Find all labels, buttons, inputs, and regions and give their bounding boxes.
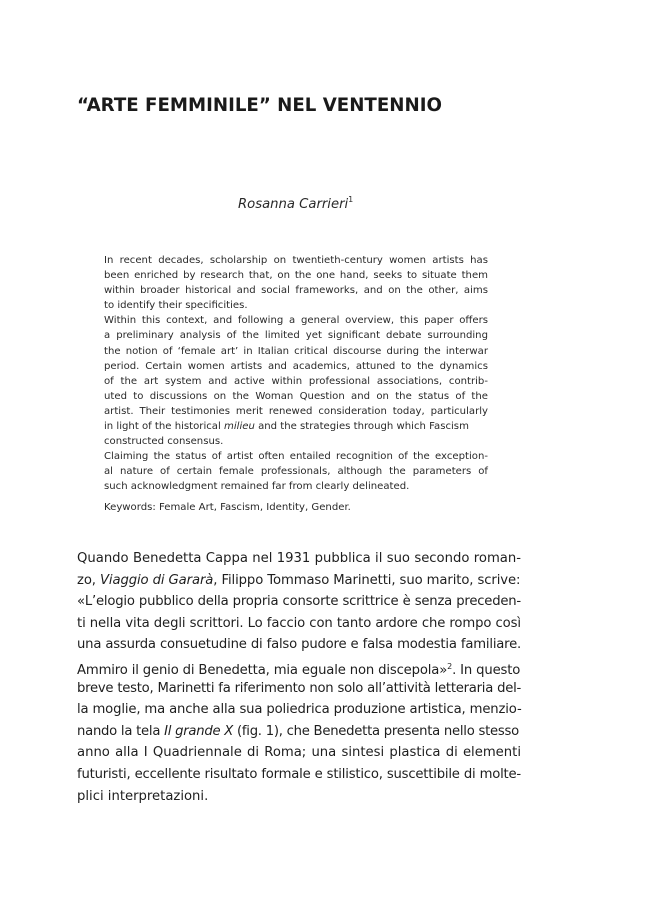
abstract-line: a preliminary analysis of the limited yet significant debate surrounding [104,330,488,342]
body-line: Quando Benedetta Cappa nel 1931 pubblica il suo secondo roman- [77,551,521,566]
keywords: Keywords: Female Art, Fascism, Identity, Gender. [104,502,351,513]
abstract-line: al nature of certain female professionals, although the parameters of [104,466,488,478]
abstract-line: within broader historical and social frameworks, and on the other, aims [104,285,488,297]
abstract-line: Within this context, and following a general overview, this paper offers [104,315,488,327]
body-text: . In questo [452,662,521,678]
body-line [77,570,521,592]
abstract-line: period. Certain women artists and academics, attuned to the dynamics [104,360,488,372]
abstract-text: in light of the historical [104,421,224,433]
abstract-line: In recent decades, scholarship on twentieth-century women artists has [104,255,488,266]
body-text: Ammiro il genio di Benedetta, mia eguale non discepola» [77,662,448,678]
abstract-line: Claiming the status of artist often entailed recognition of the exception- [104,451,488,463]
body-line: breve testo, Marinetti fa riferimento non solo all’attività letteraria del- [77,680,521,696]
body-line: plici interpretazioni. [77,788,209,804]
body-line [77,656,521,678]
artwork-title-italic: Il grande X [164,723,234,739]
abstract-text: and the strategies through which Fascism [254,421,469,433]
body-line: una assurda consuetudine di falso pudore e falsa modestia familiare. [77,637,521,653]
abstract-line: such acknowledgment remained far from clearly delineated. [104,481,410,493]
abstract-line: constructed consensus. [104,436,224,448]
body-text: (fig. 1), che Benedetta presenta nello stesso [233,723,519,739]
body-line: futuristi, eccellente risultato formale e stilistico, suscettibile di molte- [77,766,521,782]
body-line: ti nella vita degli scrittori. Lo faccio con tanto ardore che rompo così [77,615,521,631]
body-paragraph [77,548,521,807]
body-line [77,721,521,743]
body-text: zo, [77,572,100,588]
footnote-marker: 2 [447,661,453,671]
abstract-line: uted to discussions on the Woman Question and on the status of the [104,390,488,402]
abstract-line: to identify their specificities. [104,300,248,312]
body-line: anno alla I Quadriennale di Roma; una sintesi plastica di elementi [77,745,521,761]
abstract-line: been enriched by research that, on the one hand, seeks to situate them [104,270,488,282]
abstract-line: of the art system and active within professional associations, contrib- [104,375,488,387]
author-footnote-marker: 1 [348,195,354,204]
body-text: nando la tela [77,723,165,739]
body-line: «L’elogio pubblico della propria consorte scrittrice è senza preceden- [77,594,521,610]
abstract-line: artist. Their testimonies merit renewed consideration today, particularly [104,405,488,417]
body-line: la moglie, ma anche alla sua poliedrica produzione artistica, menzio- [77,702,522,718]
abstract-line: the notion of ‘female art’ in Italian critical discourse during the interwar [104,345,488,357]
paper-title: “ARTE FEMMINILE” NEL VENTENNIO [77,95,442,116]
author-line [238,195,353,212]
abstract [104,253,488,495]
abstract-italic-milieu: milieu [224,421,255,433]
book-title-italic: Viaggio di Gararà [99,572,214,588]
abstract-line [104,419,488,434]
body-text: , Filippo Tommaso Marinetti, suo marito, scrive: [213,572,521,588]
author-name: Rosanna Carrieri [238,197,349,212]
